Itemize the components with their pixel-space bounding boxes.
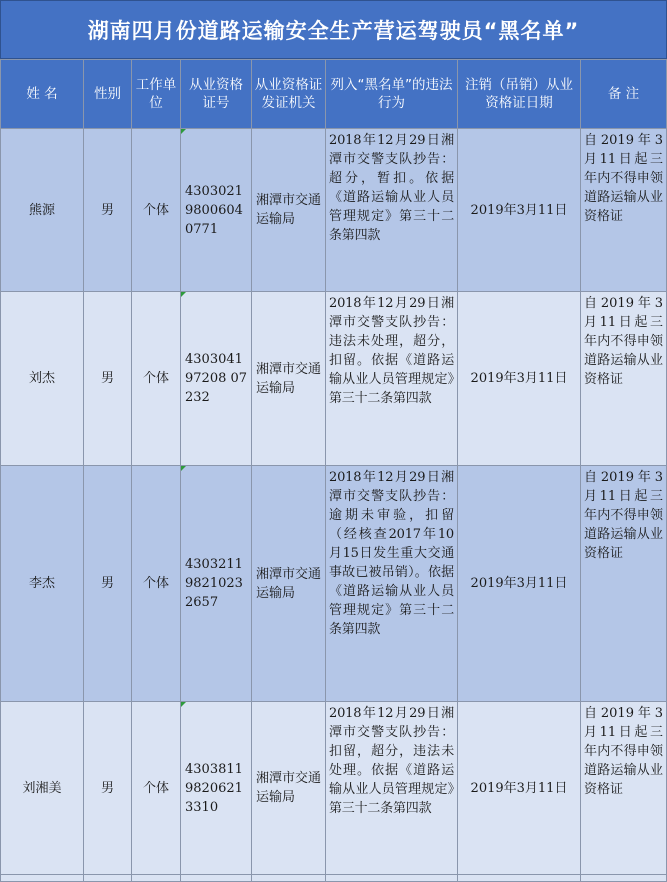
table-row: [1, 702, 667, 875]
cell-violation: 2018年12月29日湘潭市交警支队抄告：违法未处理，超分，扣留。依据《道路运输从业人员管理规定》第三十二条第四款: [326, 292, 458, 466]
empty-cell: [581, 875, 667, 882]
cell-remark: 自2019年3月11日起三年内不得申领道路运输从业资格证: [581, 129, 667, 292]
header-violation: 列入“黑名单”的违法行为: [326, 60, 458, 129]
table-row-empty: [1, 875, 667, 882]
cell-issuer: 湘潭市交通运输局: [252, 129, 326, 292]
table-row: [1, 466, 667, 702]
header-work-unit: 工作单位: [132, 60, 181, 129]
cell-work-unit: 个体: [132, 466, 181, 702]
blacklist-table: [0, 59, 667, 882]
header-revoke-date: 注销（吊销）从业资格证日期: [458, 60, 581, 129]
page-title: 湖南四月份道路运输安全生产营运驾驶员“黑名单”: [0, 0, 667, 59]
cell-violation: 2018年12月29日湘潭市交警支队抄告：超分，暂扣。依据《道路运输从业人员管理规定》第三十二条第四款: [326, 129, 458, 292]
cell-gender: 男: [84, 292, 132, 466]
cell-work-unit: 个体: [132, 292, 181, 466]
header-issuer: 从业资格证发证机关: [252, 60, 326, 129]
cell-work-unit: 个体: [132, 702, 181, 875]
cell-issuer: 湘潭市交通运输局: [252, 292, 326, 466]
table-row: [1, 129, 667, 292]
cell-gender: 男: [84, 129, 132, 292]
cell-revoke-date: 2019年3月11日: [458, 129, 581, 292]
empty-cell: [458, 875, 581, 882]
header-name: 姓 名: [1, 60, 84, 129]
cell-cert-no: 430304197208 07232: [181, 292, 252, 466]
cell-revoke-date: 2019年3月11日: [458, 702, 581, 875]
cell-cert-no: 430321198210232657: [181, 466, 252, 702]
header-remark: 备 注: [581, 60, 667, 129]
cell-name: 李杰: [1, 466, 84, 702]
cell-remark: 自2019年3月11日起三年内不得申领道路运输从业资格证: [581, 292, 667, 466]
header-gender: 性别: [84, 60, 132, 129]
table-header-row: [1, 60, 667, 129]
cell-work-unit: 个体: [132, 129, 181, 292]
cell-cert-no: 430381198206213310: [181, 702, 252, 875]
cell-name: 熊源: [1, 129, 84, 292]
cell-gender: 男: [84, 466, 132, 702]
cell-remark: 自2019年3月11日起三年内不得申领道路运输从业资格证: [581, 466, 667, 702]
empty-cell: [181, 875, 252, 882]
cell-gender: 男: [84, 702, 132, 875]
cell-name: 刘湘美: [1, 702, 84, 875]
empty-cell: [132, 875, 181, 882]
empty-cell: [252, 875, 326, 882]
cell-issuer: 湘潭市交通运输局: [252, 466, 326, 702]
cell-violation: 2018年12月29日湘潭市交警支队抄告：逾期未审验，扣留（经核查2017年10月15日发生重大交通事故已被吊销）。依据《道路运输从业人员管理规定》第三十二条第四款: [326, 466, 458, 702]
cell-cert-no: 430302198006040771: [181, 129, 252, 292]
header-cert-no: 从业资格证号: [181, 60, 252, 129]
cell-name: 刘杰: [1, 292, 84, 466]
empty-cell: [1, 875, 84, 882]
empty-cell: [84, 875, 132, 882]
cell-violation: 2018年12月29日湘潭市交警支队抄告：扣留，超分，违法未处理。依据《道路运输从业人员管理规定》第三十二条第四款: [326, 702, 458, 875]
cell-issuer: 湘潭市交通运输局: [252, 702, 326, 875]
table-row: [1, 292, 667, 466]
empty-cell: [326, 875, 458, 882]
cell-revoke-date: 2019年3月11日: [458, 292, 581, 466]
cell-revoke-date: 2019年3月11日: [458, 466, 581, 702]
cell-remark: 自2019年3月11日起三年内不得申领道路运输从业资格证: [581, 702, 667, 875]
